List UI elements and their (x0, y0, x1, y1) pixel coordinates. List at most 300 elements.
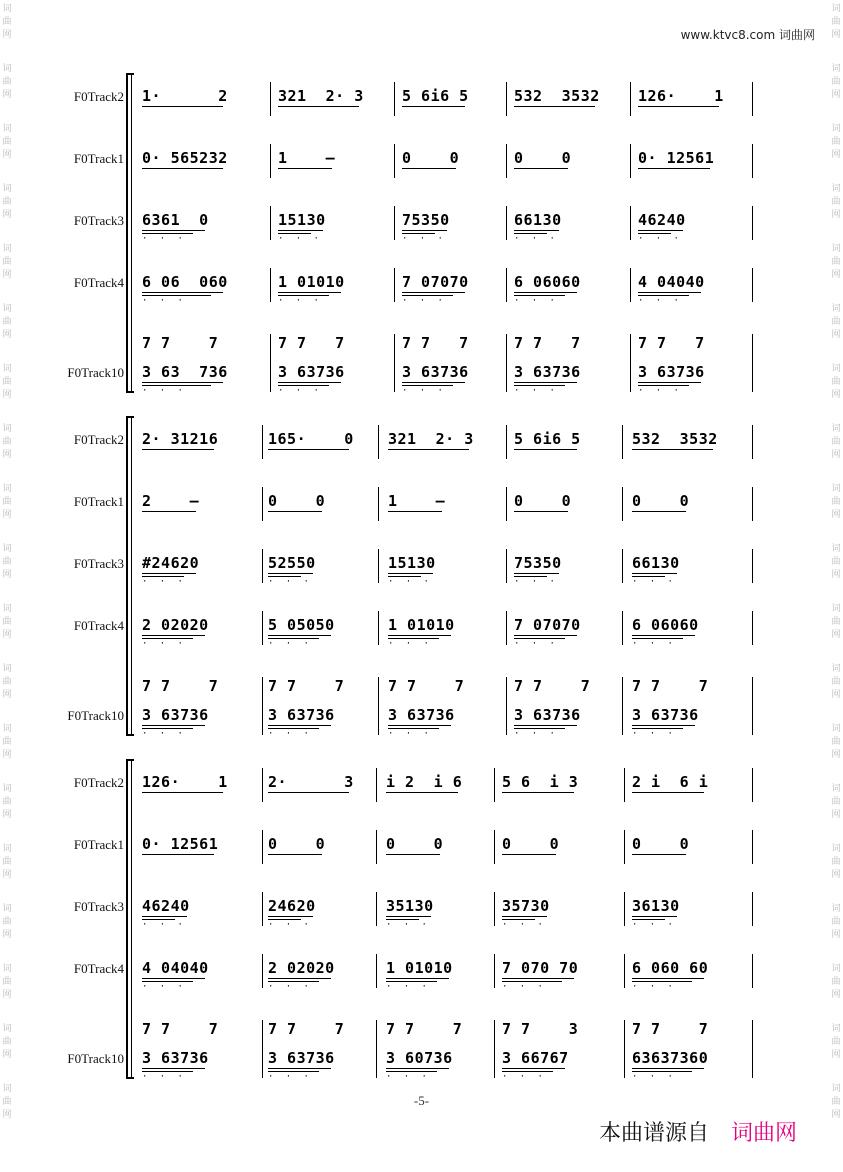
watermark-char: 网 (831, 1110, 841, 1120)
track-label: F0Track10 (67, 708, 124, 723)
watermark-char: 网 (2, 210, 12, 220)
octave-dots: · · · (402, 386, 444, 396)
beam-line (268, 511, 322, 512)
measure: 75350 (514, 554, 562, 572)
measure: 321 2· 3 (388, 430, 474, 448)
octave-dots: · · · (632, 982, 674, 992)
watermark-char: 词 (831, 424, 841, 434)
watermark-char: 曲 (831, 617, 841, 627)
barline (376, 768, 377, 802)
measure-upper-voice: 7 7 7 (142, 1020, 219, 1038)
watermark-char: 曲 (831, 737, 841, 747)
beam-line (514, 230, 559, 231)
octave-dots: · · · (268, 982, 310, 992)
beam-line (386, 1068, 449, 1069)
measure: 3 60736 (386, 1049, 453, 1067)
barline (378, 549, 379, 583)
octave-dots: · · · (142, 639, 184, 649)
watermark-char: 网 (2, 570, 12, 580)
measure: 0 0 (632, 492, 690, 510)
beam-line (268, 854, 322, 855)
measure: 35730 (502, 897, 550, 915)
watermark-char: 曲 (831, 137, 841, 147)
track-label: F0Track3 (73, 213, 124, 228)
watermark-char: 网 (831, 690, 841, 700)
measure-upper-voice: 7 7 7 (638, 334, 705, 352)
beam-line (142, 168, 223, 169)
measure: 52550 (268, 554, 316, 572)
beam-line (514, 106, 595, 107)
watermark-char: 词 (2, 124, 12, 134)
barline (752, 144, 753, 178)
watermark-char: 网 (831, 870, 841, 880)
barline (376, 830, 377, 864)
watermark-char: 网 (2, 690, 12, 700)
octave-dots: · · · (386, 982, 428, 992)
beam-line (386, 916, 431, 917)
barline (378, 425, 379, 459)
watermark-char: 曲 (2, 17, 12, 27)
measure: 0 0 (402, 149, 460, 167)
barline (262, 830, 263, 864)
barline (262, 768, 263, 802)
watermark-char: 曲 (831, 497, 841, 507)
watermark-char: 网 (831, 270, 841, 280)
beam-line (386, 854, 440, 855)
track-label: F0Track1 (73, 494, 124, 509)
barline (262, 892, 263, 926)
octave-dots: · · · (278, 386, 320, 396)
track-label: F0Track3 (73, 899, 124, 914)
page-number: -5- (413, 1093, 430, 1108)
barline (394, 206, 395, 240)
octave-dots: · · · (638, 234, 680, 244)
watermark-char: 词 (2, 484, 12, 494)
beam-line (142, 106, 223, 107)
measure: 165· 0 (268, 430, 354, 448)
octave-dots: · · · (514, 234, 556, 244)
measure: 3 63736 (402, 363, 469, 381)
beam-line (514, 573, 559, 574)
track-label: F0Track2 (73, 432, 124, 447)
barline (262, 425, 263, 459)
barline (376, 954, 377, 988)
watermark-char: 词 (831, 484, 841, 494)
measure: 3 63 736 (142, 363, 228, 381)
watermark-char: 网 (831, 810, 841, 820)
beam-line (632, 792, 704, 793)
measure: 3 63736 (278, 363, 345, 381)
measure: 46240 (142, 897, 190, 915)
beam-line (514, 511, 568, 512)
watermark-char: 曲 (2, 257, 12, 267)
system-bracket-inner (131, 760, 132, 1078)
watermark-char: 曲 (831, 437, 841, 447)
watermark-char: 词 (831, 904, 841, 914)
measure: 126· 1 (142, 773, 228, 791)
barline (630, 82, 631, 116)
beam-line (142, 292, 223, 293)
barline (270, 334, 271, 392)
measure: 3 63736 (514, 363, 581, 381)
measure: 6 060 60 (632, 959, 709, 977)
barline (262, 954, 263, 988)
watermark-char: 词 (831, 784, 841, 794)
watermark-char: 词 (831, 64, 841, 74)
beam-line (142, 573, 196, 574)
measure: 3 63736 (142, 706, 209, 724)
barline (752, 892, 753, 926)
barline (506, 549, 507, 583)
octave-dots: · · · (514, 577, 556, 587)
beam-line (632, 978, 704, 979)
barline (376, 1020, 377, 1078)
watermark-char: 曲 (831, 257, 841, 267)
watermark-char: 词 (831, 724, 841, 734)
beam-line (514, 292, 577, 293)
beam-line (388, 511, 442, 512)
beam-line (632, 916, 677, 917)
barline (270, 82, 271, 116)
measure: 0· 12561 (142, 835, 219, 853)
barline (270, 268, 271, 302)
beam-line (386, 792, 458, 793)
measure: 35130 (386, 897, 434, 915)
barline (506, 144, 507, 178)
watermark-char: 网 (2, 330, 12, 340)
watermark-char: 网 (831, 150, 841, 160)
watermark-char: 曲 (2, 557, 12, 567)
barline (752, 830, 753, 864)
barline (630, 144, 631, 178)
barline (378, 487, 379, 521)
bracket-hook (126, 391, 134, 393)
measure: 15130 (278, 211, 326, 229)
watermark-char: 曲 (2, 737, 12, 747)
measure: 3 63736 (268, 706, 335, 724)
octave-dots: · · · (142, 234, 184, 244)
watermark-char: 网 (2, 750, 12, 760)
beam-line (632, 511, 686, 512)
beam-line (502, 854, 556, 855)
system-bracket (126, 74, 128, 392)
measure: 1 01010 (386, 959, 453, 977)
bracket-hook (126, 1077, 134, 1079)
left-watermark-column (0, 0, 14, 1172)
beam-line (142, 916, 187, 917)
watermark-char: 曲 (2, 917, 12, 927)
octave-dots: · · · (142, 1072, 184, 1082)
watermark-char: 曲 (2, 137, 12, 147)
barline (622, 611, 623, 645)
system-bracket (126, 417, 128, 735)
beam-line (638, 106, 719, 107)
beam-line (402, 106, 465, 107)
measure: 7 070 70 (502, 959, 579, 977)
barline (262, 487, 263, 521)
watermark-char: 曲 (2, 377, 12, 387)
measure-upper-voice: 7 7 7 (142, 334, 219, 352)
track-label: F0Track4 (73, 961, 124, 976)
watermark-char: 网 (831, 750, 841, 760)
octave-dots: · · · (514, 729, 556, 739)
measure: 0· 12561 (638, 149, 715, 167)
measure: 0 0 (514, 492, 572, 510)
beam-line (142, 978, 205, 979)
measure: 532 3532 (632, 430, 718, 448)
measure: 0 0 (502, 835, 560, 853)
octave-dots: · · · (142, 386, 184, 396)
beam-line (514, 635, 577, 636)
bracket-hook (126, 416, 134, 418)
watermark-char: 词 (2, 544, 12, 554)
beam-line (402, 292, 465, 293)
measure: 5 6i6 5 (402, 87, 469, 105)
barline (506, 268, 507, 302)
watermark-char: 网 (2, 390, 12, 400)
barline (624, 954, 625, 988)
bracket-hook (126, 759, 134, 761)
measure: 2 — (142, 492, 200, 510)
watermark-char: 曲 (831, 557, 841, 567)
source-text: 本曲谱源自 (598, 1121, 709, 1146)
watermark-char: 曲 (831, 1037, 841, 1047)
measure: 2 i 6 i (632, 773, 709, 791)
beam-line (268, 916, 313, 917)
watermark-char: 词 (831, 4, 841, 14)
watermark-char: 网 (2, 630, 12, 640)
barline (506, 425, 507, 459)
measure: 1 — (278, 149, 336, 167)
track-label: F0Track2 (73, 89, 124, 104)
barline (624, 892, 625, 926)
measure-upper-voice: 7 7 7 (268, 677, 345, 695)
measure: #24620 (142, 554, 200, 572)
octave-dots: · · · (388, 729, 430, 739)
barline (376, 892, 377, 926)
watermark-char: 曲 (2, 977, 12, 987)
beam-line (388, 573, 433, 574)
measure: 126· 1 (638, 87, 724, 105)
barline (752, 487, 753, 521)
measure: 2· 31216 (142, 430, 219, 448)
watermark-char: 网 (831, 390, 841, 400)
measure: 6361 0 (142, 211, 209, 229)
measure: 3 63736 (142, 1049, 209, 1067)
watermark-char: 词 (2, 184, 12, 194)
measure: 63637360 (632, 1049, 709, 1067)
measure-upper-voice: 7 7 7 (632, 1020, 709, 1038)
octave-dots: · · · (632, 1072, 674, 1082)
watermark-char: 词 (831, 544, 841, 554)
barline (752, 206, 753, 240)
watermark-char: 网 (2, 870, 12, 880)
watermark-char: 词 (831, 964, 841, 974)
measure: 66130 (632, 554, 680, 572)
octave-dots: · · · (386, 920, 428, 930)
watermark-char: 词 (2, 4, 12, 14)
measure: 4 04040 (638, 273, 705, 291)
beam-line (142, 854, 214, 855)
octave-dots: · · · (502, 920, 544, 930)
beam-line (402, 382, 465, 383)
watermark-char: 词 (831, 604, 841, 614)
beam-line (268, 725, 331, 726)
measure: 3 63736 (514, 706, 581, 724)
beam-line (142, 725, 205, 726)
beam-line (632, 854, 686, 855)
watermark-char: 网 (831, 1050, 841, 1060)
measure: 1 01010 (388, 616, 455, 634)
beam-line (632, 573, 677, 574)
watermark-char: 词 (831, 844, 841, 854)
measure-upper-voice: 7 7 7 (514, 677, 591, 695)
measure: 0 0 (514, 149, 572, 167)
beam-line (502, 1068, 565, 1069)
barline (624, 768, 625, 802)
barline (506, 334, 507, 392)
barline (506, 611, 507, 645)
octave-dots: · · · (268, 639, 310, 649)
system-bracket-inner (131, 417, 132, 735)
barline (622, 425, 623, 459)
octave-dots: · · · (142, 296, 184, 306)
watermark-char: 曲 (831, 917, 841, 927)
watermark-char: 词 (2, 604, 12, 614)
octave-dots: · · · (142, 982, 184, 992)
watermark-char: 曲 (2, 1037, 12, 1047)
barline (394, 82, 395, 116)
watermark-char: 网 (831, 330, 841, 340)
watermark-char: 词 (831, 1084, 841, 1094)
beam-line (142, 449, 214, 450)
track-label: F0Track3 (73, 556, 124, 571)
watermark-char: 词 (831, 304, 841, 314)
octave-dots: · · · (502, 1072, 544, 1082)
barline (752, 334, 753, 392)
beam-line (278, 168, 332, 169)
watermark-char: 词 (2, 1084, 12, 1094)
beam-line (268, 1068, 331, 1069)
octave-dots: · · · (388, 639, 430, 649)
barline (630, 268, 631, 302)
octave-dots: · · · (632, 920, 674, 930)
measure: 3 63736 (632, 706, 699, 724)
measure: 0 0 (632, 835, 690, 853)
watermark-char: 网 (2, 930, 12, 940)
watermark-char: 词 (831, 664, 841, 674)
track-label: F0Track4 (73, 618, 124, 633)
measure-upper-voice: 7 7 7 (514, 334, 581, 352)
measure: 5 6 i 3 (502, 773, 579, 791)
track-label: F0Track2 (73, 775, 124, 790)
beam-line (268, 449, 349, 450)
measure: 1 — (388, 492, 446, 510)
octave-dots: · · · (278, 234, 320, 244)
beam-line (278, 292, 341, 293)
octave-dots: · · · (402, 234, 444, 244)
measure: 0· 565232 (142, 149, 228, 167)
barline (630, 334, 631, 392)
watermark-char: 曲 (831, 17, 841, 27)
barline (752, 268, 753, 302)
watermark-char: 词 (2, 844, 12, 854)
watermark-char: 曲 (831, 977, 841, 987)
measure: 46240 (638, 211, 686, 229)
barline (624, 830, 625, 864)
beam-line (632, 1068, 704, 1069)
beam-line (268, 635, 331, 636)
beam-line (502, 792, 574, 793)
measure: 532 3532 (514, 87, 600, 105)
octave-dots: · · · (632, 729, 674, 739)
barline (752, 611, 753, 645)
beam-line (278, 230, 323, 231)
barline (752, 549, 753, 583)
bracket-hook (126, 73, 134, 75)
measure: 2 02020 (142, 616, 209, 634)
octave-dots: · · · (268, 920, 310, 930)
barline (752, 425, 753, 459)
barline (378, 611, 379, 645)
measure: 75350 (402, 211, 450, 229)
octave-dots: · · · (268, 577, 310, 587)
measure: 7 07070 (514, 616, 581, 634)
measure: 6 06060 (632, 616, 699, 634)
beam-line (268, 792, 349, 793)
octave-dots: · · · (514, 639, 556, 649)
barline (506, 677, 507, 735)
barline (262, 1020, 263, 1078)
measure-upper-voice: 7 7 7 (386, 1020, 463, 1038)
measure-upper-voice: 7 7 3 (502, 1020, 579, 1038)
beam-line (142, 511, 196, 512)
source-site: 词曲网 (730, 1121, 797, 1146)
watermark-char: 曲 (2, 677, 12, 687)
barline (270, 144, 271, 178)
watermark-char: 网 (2, 510, 12, 520)
barline (506, 487, 507, 521)
measure: 0 0 (268, 492, 326, 510)
track-label: F0Track10 (67, 1051, 124, 1066)
watermark-char: 网 (831, 90, 841, 100)
octave-dots: · · · (386, 1072, 428, 1082)
beam-line (514, 449, 577, 450)
beam-line (632, 725, 695, 726)
beam-line (632, 449, 713, 450)
barline (394, 144, 395, 178)
watermark-char: 曲 (2, 437, 12, 447)
watermark-char: 曲 (831, 1097, 841, 1107)
measure: 5 6i6 5 (514, 430, 581, 448)
watermark-char: 网 (831, 570, 841, 580)
octave-dots: · · · (502, 982, 544, 992)
watermark-char: 曲 (2, 197, 12, 207)
barline (752, 677, 753, 735)
track-label: F0Track1 (73, 151, 124, 166)
octave-dots: · · · (388, 577, 430, 587)
watermark-char: 曲 (2, 797, 12, 807)
watermark-char: 网 (2, 450, 12, 460)
beam-line (388, 725, 451, 726)
watermark-char: 网 (831, 30, 841, 40)
barline (494, 1020, 495, 1078)
measure: 3 63736 (638, 363, 705, 381)
octave-dots: · · · (402, 296, 444, 306)
watermark-char: 词 (2, 784, 12, 794)
watermark-char: 网 (2, 1110, 12, 1120)
watermark-char: 网 (2, 810, 12, 820)
